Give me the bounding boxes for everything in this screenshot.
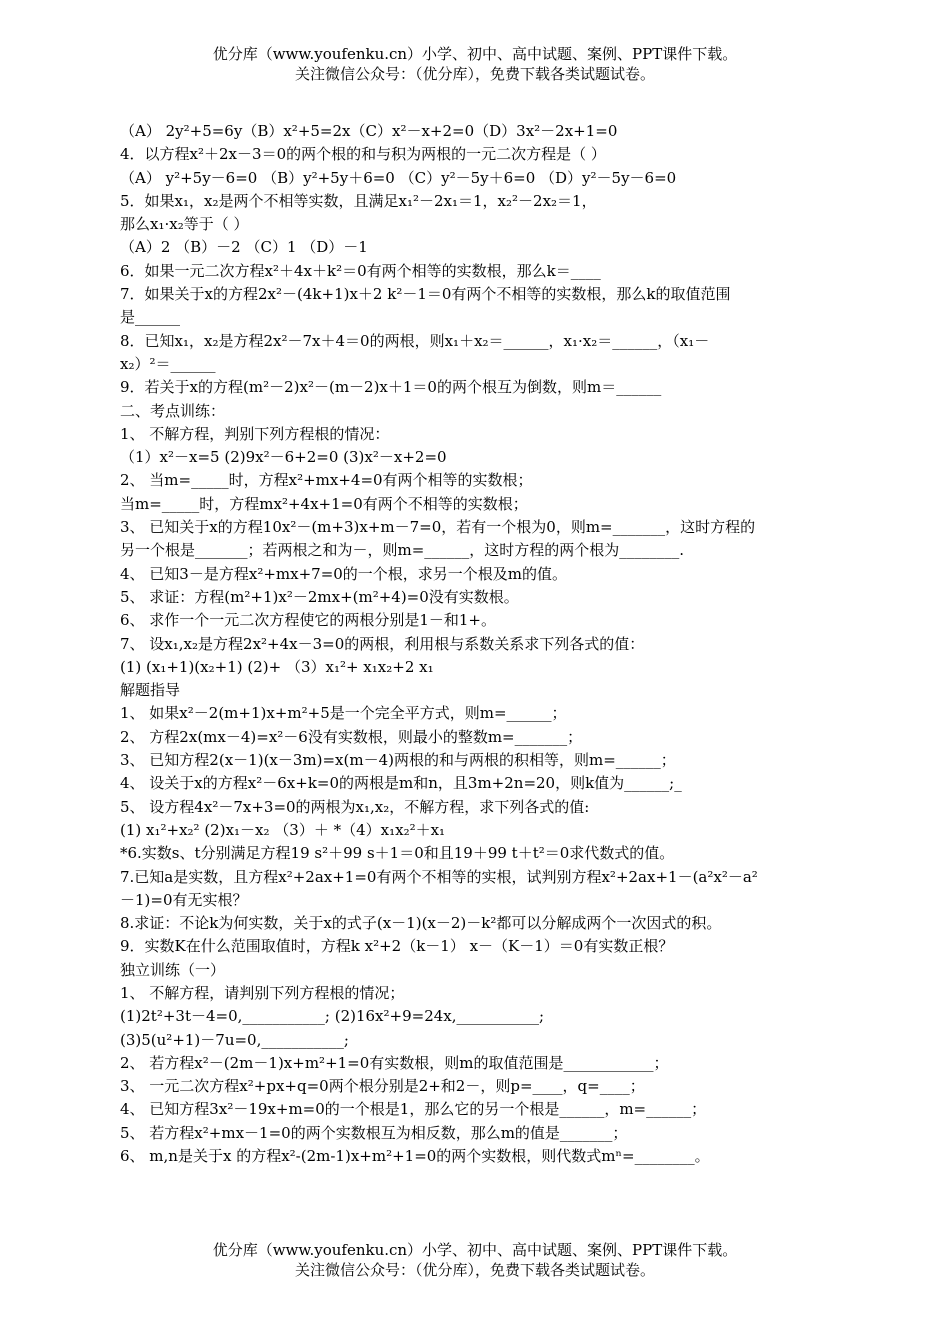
text-line: 2、 若方程x²－(2m－1)x+m²+1=0有实数根，则m的取值范围是____________； [120, 1053, 669, 1072]
text-line: 5、 求证：方程(m²+1)x²－2mx+(m²+4)=0没有实数根。 [120, 587, 519, 606]
text-line: 6．如果一元二次方程x²＋4x＋k²＝0有两个相等的实数根，那么k＝____ [120, 261, 601, 280]
text-line: 解题指导 [120, 681, 181, 700]
text-line: 2、 当m=_____时，方程x²+mx+4=0有两个相等的实数根； [120, 471, 533, 490]
text-line: 7、 设x₁,x₂是方程2x²+4x－3=0的两根，利用根与系数关系求下列各式的值： [120, 634, 645, 653]
text-line: 1、 不解方程，请判别下列方程根的情况； [120, 983, 405, 1002]
text-line: 4．以方程x²＋2x－3＝0的两个根的和与积为两根的一元二次方程是（ ） [120, 145, 606, 164]
text-line: 3、 已知关于x的方程10x²－(m+3)x+m－7=0，若有一个根为0，则m=_______，这时方程的 [120, 518, 756, 537]
page-header-line-1: 优分库（www.youfenku.cn）小学、初中、高中试题、案例、PPT课件下载。 [212, 45, 738, 63]
text-line: 1、 如果x²－2(m+1)x+m²+5是一个完全平方式，则m=______； [120, 704, 567, 723]
text-line: (1) x₁²+x₂² (2)x₁－x₂ （3）＋ *（4）x₁x₂²＋x₁ [120, 820, 446, 839]
page-footer-line-1: 优分库（www.youfenku.cn）小学、初中、高中试题、案例、PPT课件下载。 [212, 1241, 738, 1259]
text-line: （1）x²－x=5 (2)9x²－6+2=0 (3)x²－x+2=0 [120, 448, 447, 467]
text-line: 3、 一元二次方程x²+px+q=0两个根分别是2+和2－，则p=____，q=____； [120, 1077, 645, 1096]
text-line: 5、 设方程4x²－7x+3=0的两根为x₁,x₂，不解方程，求下列各式的值: [120, 797, 590, 816]
text-line: 8．已知x₁，x₂是方程2x²－7x＋4＝0的两根，则x₁＋x₂＝______，x₁·x₂＝______，（x₁－ [120, 331, 710, 350]
page-footer-line-2: 关注微信公众号：（优分库），免费下载各类试题试卷。 [294, 1261, 655, 1279]
text-line: (1) (x₁+1)(x₂+1) (2)+ （3）x₁²+ x₁x₂+2 x₁ [120, 657, 434, 676]
text-line: （A）2 （B）－2 （C）1 （D）－1 [120, 238, 368, 257]
document-body [120, 120, 840, 1168]
text-line: 8.求证：不论k为何实数，关于x的式子(x－1)(x－2)－k²都可以分解成两个一次因式的积。 [120, 914, 722, 933]
text-line: 9．实数K在什么范围取值时，方程k x²+2（k－1） x－（K－1）＝0有实数正根？ [120, 937, 674, 956]
text-line: 1、 不解方程，判别下列方程根的情况： [120, 424, 390, 443]
text-line: 另一个根是_______；若两根之和为－，则m=______，这时方程的两个根为________. [120, 541, 685, 560]
text-line: 6、 m,n是关于x 的方程x²-(2m-1)x+m²+1=0的两个实数根，则代数式mⁿ=________。 [120, 1147, 710, 1166]
text-line: （A） y²+5y－6=0 （B）y²+5y＋6=0 （C）y²－5y＋6=0 （D）y²－5y－6=0 [120, 168, 677, 187]
text-line: 2、 方程2x(mx－4)=x²－6没有实数根，则最小的整数m=_______； [120, 727, 583, 746]
text-line: 当m=_____时，方程mx²+4x+1=0有两个不相等的实数根； [120, 494, 528, 513]
text-line: 5、 若方程x²+mx－1=0的两个实数根互为相反数，那么m的值是_______； [120, 1123, 628, 1142]
text-line: 5．如果x₁，x₂是两个不相等实数，且满足x₁²－2x₁＝1，x₂²－2x₂＝1， [120, 191, 597, 210]
text-line: 4、 设关于x的方程x²－6x+k=0的两根是m和n，且3m+2n=20，则k值为______;_ [120, 774, 682, 793]
text-line: 6、 求作一个一元二次方程使它的两根分别是1－和1+。 [120, 611, 496, 630]
text-line: （A） 2y²+5=6y（B）x²+5=2x（C）x²－x+2=0（D）3x²－2x+1=0 [120, 122, 618, 140]
text-line: 4、 已知方程3x²－19x+m=0的一个根是1，那么它的另一个根是______，m=______； [120, 1100, 707, 1119]
text-line: x₂）²＝______ [120, 354, 216, 373]
text-line: 3、 已知方程2(x－1)(x－3m)=x(m－4)两根的和与两根的积相等，则m=______； [120, 751, 676, 770]
text-line: 7.已知a是实数，且方程x²+2ax+1=0有两个不相等的实根，试判别方程x²+2ax+1－(a²x²－a² [120, 867, 758, 886]
text-line: 7．如果关于x的方程2x²－(4k+1)x＋2 k²－1＝0有两个不相等的实数根，那么k的取值范围 [120, 285, 731, 304]
text-line: (1)2t²+3t－4=0,___________; (2)16x²+9=24x,___________; [120, 1007, 545, 1026]
text-line: 独立训练（一） [120, 960, 226, 979]
text-line: －1)=0有无实根？ [120, 890, 248, 909]
text-line: (3)5(u²+1)－7u=0,___________; [120, 1030, 349, 1049]
text-line: 那么x₁·x₂等于（ ） [120, 215, 249, 234]
text-line: 9．若关于x的方程(m²－2)x²－(m－2)x＋1＝0的两个根互为倒数，则m＝______ [120, 378, 662, 397]
text-line: 4、 已知3－是方程x²+mx+7=0的一个根，求另一个根及m的值。 [120, 564, 568, 583]
text-line: 是______ [120, 308, 181, 327]
text-line: *6.实数s、t分别满足方程19 s²＋99 s＋1＝0和且19＋99 t＋t²＝0求代数式的值。 [120, 844, 675, 863]
page-header-line-2: 关注微信公众号：（优分库），免费下载各类试题试卷。 [294, 65, 655, 83]
text-line: 二、考点训练： [120, 401, 226, 420]
